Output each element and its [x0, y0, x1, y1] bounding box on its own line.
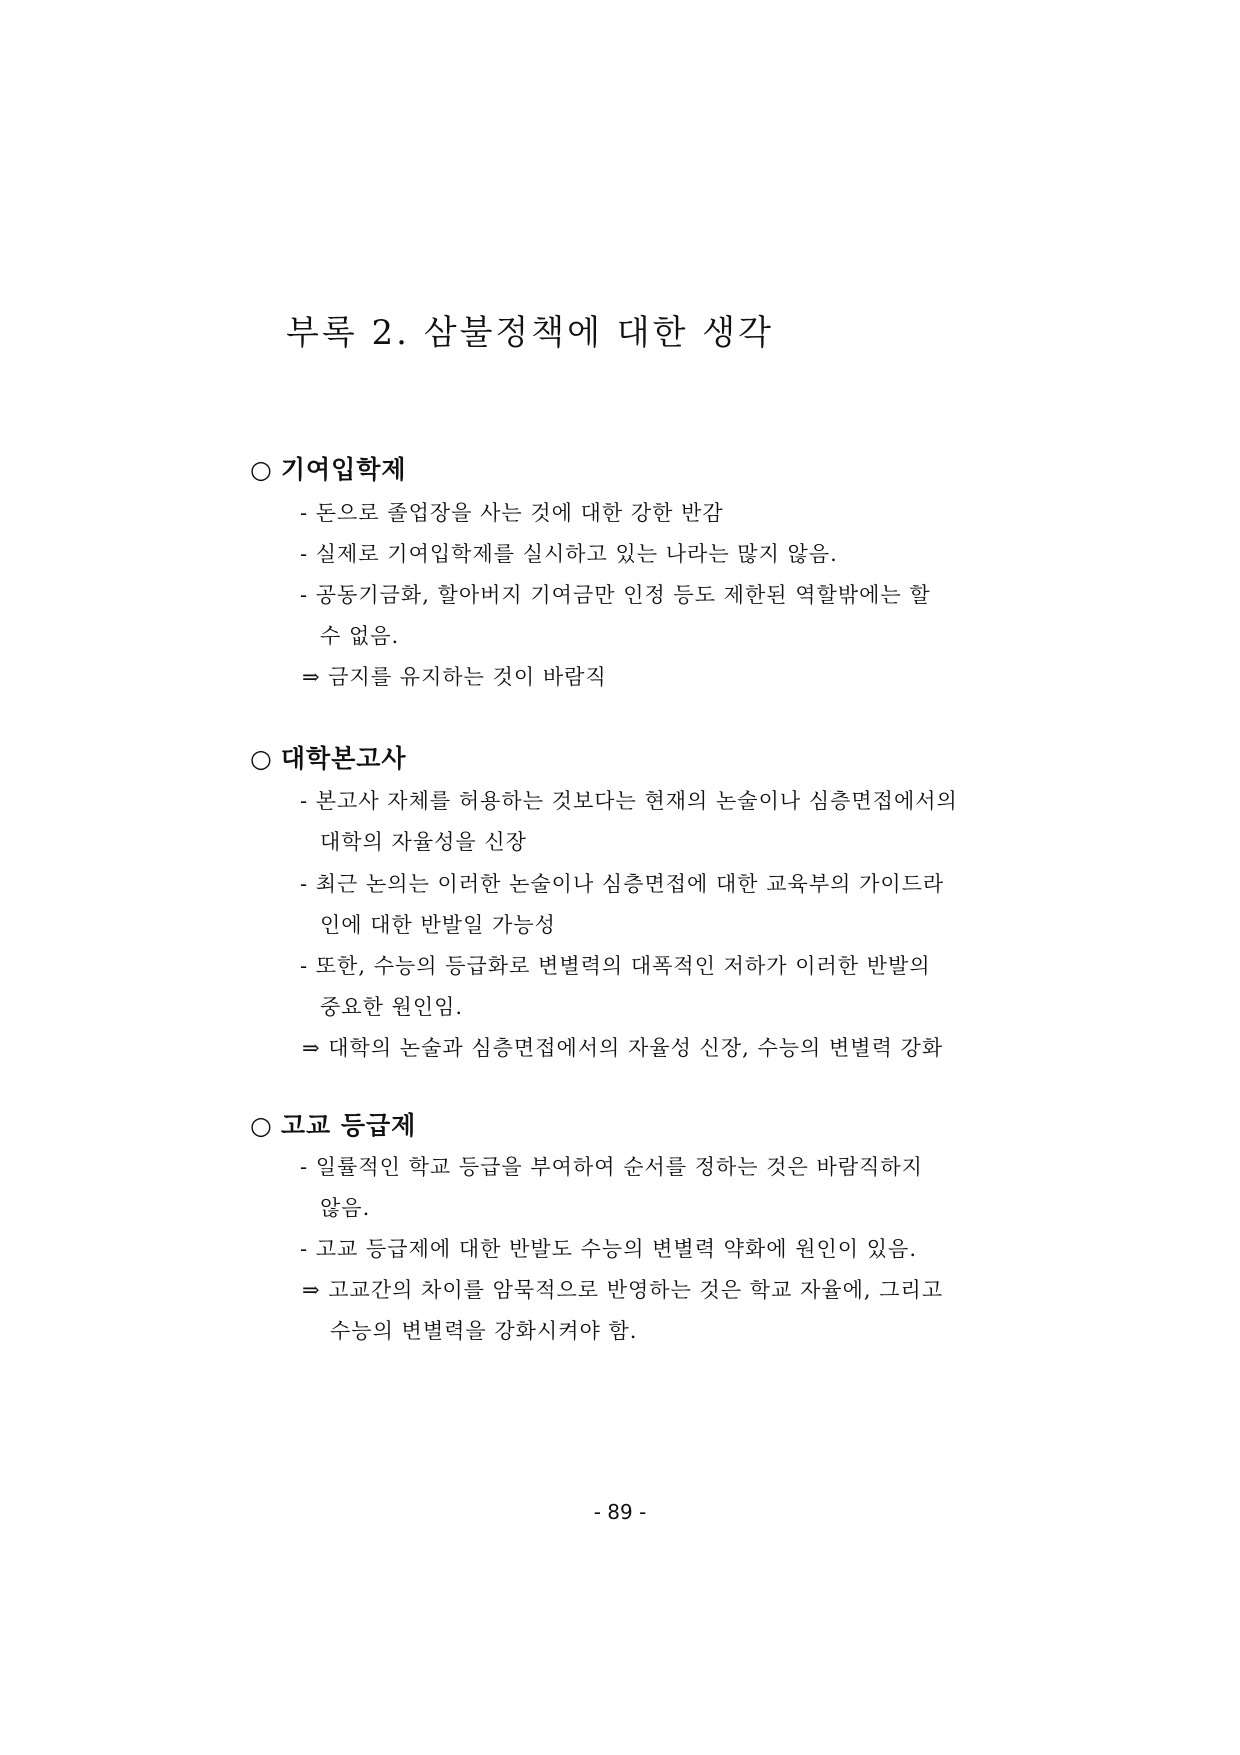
page-number: - 89 -: [593, 1500, 647, 1524]
conclusion-line: ⇒ 고교간의 차이를 암묵적으로 반영하는 것은 학교 자율에, 그리고: [302, 1278, 944, 1302]
section-heading-university-exam: [250, 739, 407, 775]
section-heading-contribution-admission: [250, 450, 407, 486]
list-item: - 일률적인 학교 등급을 부여하여 순서를 정하는 것은 바람직하지: [300, 1155, 923, 1179]
section-heading-text: 대학본고사: [280, 744, 407, 773]
list-item: - 본고사 자체를 허용하는 것보다는 현재의 논술이나 심층면접에서의: [300, 789, 958, 813]
list-item: - 돈으로 졸업장을 사는 것에 대한 강한 반감: [300, 501, 724, 525]
circle-bullet-icon: ○: [250, 744, 273, 773]
list-item-continuation: 중요한 원인임.: [320, 995, 464, 1019]
list-item-continuation: 않음.: [320, 1196, 371, 1220]
section-heading-text: 고교 등급제: [280, 1111, 417, 1140]
list-item: - 고교 등급제에 대한 반발도 수능의 변별력 약화에 원인이 있음.: [300, 1237, 917, 1261]
conclusion-continuation: 수능의 변별력을 강화시켜야 함.: [330, 1319, 638, 1343]
page-title: 부록 2. 삼불정책에 대한 생각: [286, 313, 774, 353]
circle-bullet-icon: ○: [250, 455, 273, 484]
list-item-continuation: 수 없음.: [320, 624, 400, 648]
list-item: - 최근 논의는 이러한 논술이나 심층면접에 대한 교육부의 가이드라: [300, 872, 945, 896]
list-item: - 또한, 수능의 등급화로 변별력의 대폭적인 저하가 이러한 반발의: [300, 954, 931, 978]
list-item: - 실제로 기여입학제를 실시하고 있는 나라는 많지 않음.: [300, 542, 838, 566]
list-item: - 공동기금화, 할아버지 기여금만 인정 등도 제한된 역할밖에는 할: [300, 583, 931, 607]
list-item-continuation: 인에 대한 반발일 가능성: [320, 913, 556, 937]
circle-bullet-icon: ○: [250, 1111, 273, 1140]
conclusion-line: ⇒ 금지를 유지하는 것이 바람직: [302, 665, 607, 689]
list-item-continuation: 대학의 자율성을 신장: [320, 830, 527, 854]
conclusion-line: ⇒ 대학의 논술과 심층면접에서의 자율성 신장, 수능의 변별력 강화: [302, 1036, 944, 1060]
section-heading-high-school-ranking: [250, 1106, 416, 1142]
section-heading-text: 기여입학제: [280, 455, 407, 484]
